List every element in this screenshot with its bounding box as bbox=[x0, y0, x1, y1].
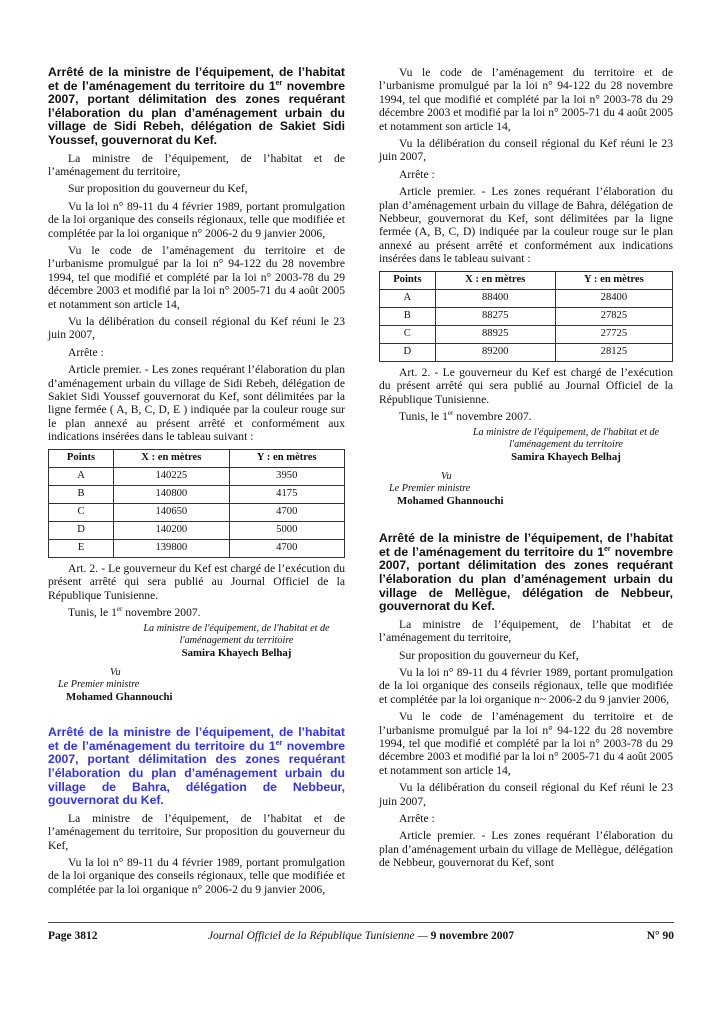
table-header: Points bbox=[49, 449, 114, 467]
table-header-row bbox=[49, 449, 345, 467]
table-row bbox=[380, 325, 673, 343]
signature-name: Samira Khayech Belhaj bbox=[511, 451, 621, 464]
table-row bbox=[380, 289, 673, 307]
signature-role: La ministre de l'équipement, de l'habitat et de l'aménagement du territoire bbox=[472, 427, 660, 451]
signature-name: Samira Khayech Belhaj bbox=[181, 647, 292, 660]
paragraph: Vu la délibération du conseil régional du Kef réuni le 23 juin 2007, bbox=[48, 315, 345, 342]
table-cell: 4700 bbox=[229, 539, 344, 557]
table-cell: D bbox=[380, 343, 436, 361]
table-cell: 88925 bbox=[435, 325, 555, 343]
table-cell: 140200 bbox=[114, 521, 229, 539]
table-header: X : en mètres bbox=[435, 271, 555, 289]
paragraph: Article premier. - Les zones requérant l’élaboration du plan d’aménagement urbain du village de Mellègue, délégation de Nebbeur, gouvernorat du Kef, sont bbox=[379, 829, 673, 870]
paragraph: Arrête : bbox=[399, 167, 435, 181]
table-cell: 140650 bbox=[114, 503, 229, 521]
journal-title: Journal Officiel de la République Tunisienne — 9 novembre 2007 bbox=[207, 930, 515, 942]
paragraph: Vu la délibération du conseil régional du Kef réuni le 23 juin 2007, bbox=[379, 137, 673, 164]
paragraph: Vu la délibération du conseil régional du Kef réuni le 23 juin 2007, bbox=[379, 781, 673, 808]
paragraph: Arrête : bbox=[68, 345, 104, 359]
decree-title-mellegue: Arrêté de la ministre de l’équipement, de l’habitat et de l’aménagement du territoire du 1er novembre 2007, portant délimitation des zones requérant l’élaboration du plan d’aménagement urbain du village de Mellègue, délégation de Nebbeur, gouvernorat du Kef. bbox=[379, 531, 673, 614]
table-header: Y : en mètres bbox=[555, 271, 672, 289]
paragraph: Sur proposition du gouverneur du Kef, bbox=[399, 648, 579, 662]
left-column bbox=[48, 66, 345, 900]
paragraph: La ministre de l’équipement, de l’habitat et de l’aménagement du territoire, bbox=[379, 617, 673, 645]
table-cell: B bbox=[49, 485, 114, 503]
paragraph: Article premier. - Les zones requérant l’élaboration du plan d’aménagement urbain du village de Bahra, délégation de Nebbeur, gouvernorat du Kef, sont délimitées par la ligne fermée (A, B, C, D) indiquée par la couleur rouge sur le plan annexé au présent arrêté et conformément aux indications insérées dans le tableau suivant : bbox=[379, 185, 673, 266]
paragraph: Sur proposition du gouverneur du Kef, bbox=[68, 182, 248, 196]
table-row bbox=[49, 467, 345, 485]
table-cell: 4175 bbox=[229, 485, 344, 503]
footer-divider bbox=[48, 922, 674, 923]
article-2: Art. 2. - Le gouverneur du Kef est chargé de l’exécution du présent arrêté qui sera publié au Journal Officiel de la République Tunisienne. bbox=[48, 561, 345, 602]
table-header-row bbox=[380, 271, 673, 289]
table-cell: 3950 bbox=[229, 467, 344, 485]
paragraph: Vu la loi n° 89-11 du 4 février 1989, portant promulgation de la loi organique des conseils régionaux, telle que modifiée et complétée par la loi organique n° 2006-2 du 9 janvier 2006, bbox=[48, 855, 345, 896]
table-row bbox=[49, 521, 345, 539]
table-header: X : en mètres bbox=[114, 449, 229, 467]
signature-role: La ministre de l'équipement, de l'habitat et de l'aménagement du territoire bbox=[143, 623, 330, 647]
paragraph: Vu le code de l’aménagement du territoire et de l’urbanisme promulgué par la loi n° 94-122 du 28 novembre 1994, tel que modifié et complété par la loi n° 2003-78 du 29 décembre 2003 et modifié par la loi n° 2005-71 du 4 août 2005 et notamment son article 14, bbox=[48, 244, 345, 311]
paragraph: Vu la loi n° 89-11 du 4 février 1989, portant promulgation de la loi organique des conseils régionaux, telle que modifiée et complétée par la loi organique n~ 2006-2 du 9 janvier 2006, bbox=[379, 665, 673, 706]
issue-number: N° 90 bbox=[646, 930, 674, 942]
table-cell: B bbox=[380, 307, 436, 325]
coordinates-table-sidi-rebeh bbox=[48, 449, 345, 558]
prime-minister-name: Mohamed Ghannouchi bbox=[397, 494, 504, 507]
table-row bbox=[49, 503, 345, 521]
table-cell: 140800 bbox=[114, 485, 229, 503]
table-header: Y : en mètres bbox=[229, 449, 344, 467]
table-cell: C bbox=[49, 503, 114, 521]
article-2: Art. 2. - Le gouverneur du Kef est chargé de l’exécution du présent arrêté qui sera publié au Journal Officiel de la République Tunisienne. bbox=[379, 365, 673, 406]
paragraph: La ministre de l’équipement, de l’habitat et de l’aménagement du territoire, Sur proposition du gouverneur du Kef, bbox=[48, 811, 345, 852]
paragraph: Vu le code de l’aménagement du territoire et de l’urbanisme promulgué par la loi n° 94-122 du 28 novembre 1994, tel que modifié et complété par la loi n° 2003-78 du 29 décembre 2003 et modifié par la loi n° 2005-71 du 4 août 2005 et notamment son article 14, bbox=[379, 66, 673, 133]
decree-title-bahra[interactable]: Arrêté de la ministre de l’équipement, de l’habitat et de l’aménagement du territoire du 1er novembre 2007, portant délimitation des zones requérant l’élaboration du plan d’aménagement urbain du village de Bahra, délégation de Nebbeur, gouvernorat du Kef. bbox=[48, 725, 346, 808]
page-number: Page 3812 bbox=[48, 930, 98, 942]
paragraph: Article premier. - Les zones requérant l’élaboration du plan d’aménagement urbain du village de Sidi Rebeh, délégation de Sakiet Sidi Youssef gouvernorat du Kef, sont délimitées par la ligne fermée ( A, B, C, D, E ) indiquée par la couleur rouge sur le plan annexé au présent arrêté et conformément aux indications insérées dans le tableau suivant : bbox=[48, 363, 345, 444]
table-cell: 4700 bbox=[229, 503, 344, 521]
table-cell: A bbox=[380, 289, 436, 307]
table-cell: 139800 bbox=[114, 539, 229, 557]
table-cell: 140225 bbox=[114, 467, 229, 485]
table-row bbox=[380, 343, 673, 361]
prime-minister-name: Mohamed Ghannouchi bbox=[66, 690, 173, 703]
table-cell: D bbox=[49, 521, 114, 539]
table-cell: E bbox=[49, 539, 114, 557]
paragraph: Arrête : bbox=[399, 811, 435, 825]
date-line: Tunis, le 1er novembre 2007. bbox=[68, 605, 201, 619]
table-cell: 28400 bbox=[555, 289, 672, 307]
table-cell: 28125 bbox=[555, 343, 672, 361]
table-cell: 27725 bbox=[555, 325, 672, 343]
table-cell: C bbox=[380, 325, 436, 343]
decree-title-sidi-rebeh: Arrêté de la ministre de l’équipement, de l’habitat et de l’aménagement du territoire du 1er novembre 2007, portant délimitation des zones requérant l’élaboration du plan d’aménagement urbain du village de Sidi Rebeh, délégation de Sakiet Sidi Youssef, gouvernorat du Kef. bbox=[48, 65, 346, 147]
table-cell: 88275 bbox=[435, 307, 555, 325]
countersign: Vu Le Premier ministre bbox=[389, 470, 471, 494]
paragraph: La ministre de l’équipement, de l’habitat et de l’aménagement du territoire, bbox=[48, 151, 345, 178]
table-cell: 5000 bbox=[229, 521, 344, 539]
table-cell: A bbox=[49, 467, 114, 485]
table-cell: 88400 bbox=[435, 289, 555, 307]
coordinates-table-bahra bbox=[379, 271, 673, 362]
paragraph: Vu la loi n° 89-11 du 4 février 1989, portant promulgation de la loi organique des conseils régionaux, telle que modifiée et complétée par la loi organique n° 2006-2 du 9 janvier 2006, bbox=[48, 199, 345, 240]
table-row bbox=[49, 485, 345, 503]
table-cell: 27825 bbox=[555, 307, 672, 325]
paragraph: Vu le code de l’aménagement du territoire et de l’urbanisme promulgué par la loi n° 94-122 du 28 novembre 1994, tel que modifié et complété par la loi n° 2003-78 du 29 décembre 2003 et modifié par la loi n° 2005-71 du 4 août 2005 et notamment son article 14, bbox=[379, 710, 673, 777]
countersign: Vu Le Premier ministre bbox=[58, 666, 140, 690]
table-row bbox=[49, 539, 345, 557]
table-header: Points bbox=[380, 271, 436, 289]
table-row bbox=[380, 307, 673, 325]
right-column bbox=[379, 66, 673, 874]
table-cell: 89200 bbox=[435, 343, 555, 361]
date-line: Tunis, le 1er novembre 2007. bbox=[399, 409, 532, 423]
